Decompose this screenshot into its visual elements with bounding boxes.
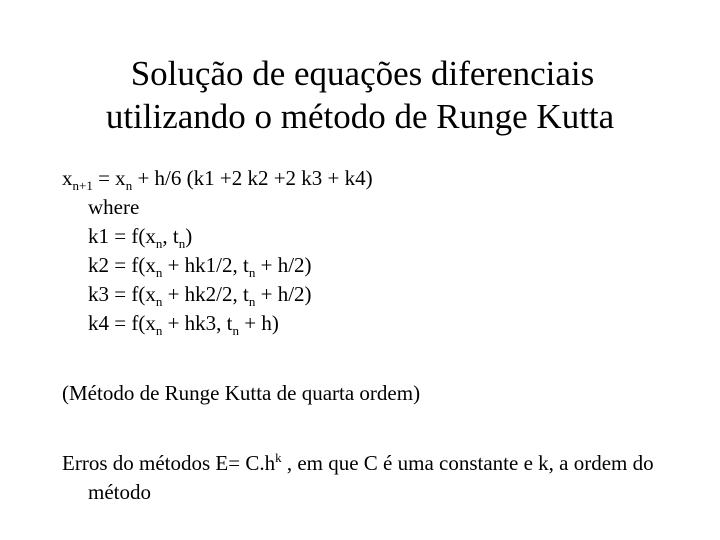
k4-part: k4 = f(x xyxy=(88,311,156,335)
main-formula xyxy=(62,164,702,193)
formula-rest: + h/6 (k1 +2 k2 +2 k3 + k4) xyxy=(132,166,373,190)
errors-text: , em que C é uma constante e k, a ordem do método xyxy=(88,451,654,504)
k2-part: k2 = f(x xyxy=(88,253,156,277)
k1-definition xyxy=(62,222,702,251)
k2-definition xyxy=(62,251,702,280)
k3-part: + h/2) xyxy=(255,282,312,306)
k2-subscript: n xyxy=(155,265,163,280)
title-line-2: utilizando o método de Runge Kutta xyxy=(105,97,615,136)
errors-superscript: k xyxy=(275,450,282,465)
method-note: (Método de Runge Kutta de quarta ordem) xyxy=(62,381,421,405)
spacer xyxy=(62,408,702,449)
k4-part: + hk3, t xyxy=(162,311,233,335)
k3-part: + hk2/2, t xyxy=(162,282,249,306)
k4-part: + h) xyxy=(239,311,279,335)
k2-subscript: n xyxy=(248,265,256,280)
k1-subscript: n xyxy=(155,236,163,251)
slide-body xyxy=(62,164,702,507)
spacer xyxy=(62,338,702,379)
k3-subscript: n xyxy=(155,294,163,309)
errors-paragraph xyxy=(62,449,702,507)
formula-x: x xyxy=(62,166,73,190)
k4-subscript: n xyxy=(232,323,240,338)
k3-definition xyxy=(62,280,702,309)
k4-definition xyxy=(62,309,702,338)
k2-part: + h/2) xyxy=(255,253,312,277)
formula-equals: = x xyxy=(92,166,126,190)
where-label: where xyxy=(88,195,140,219)
formula-subscript: n xyxy=(125,178,133,193)
k1-part: k1 = f(x xyxy=(88,224,156,248)
title-line-1: Solução de equações diferenciais xyxy=(130,54,595,93)
k2-part: + hk1/2, t xyxy=(162,253,249,277)
formula-subscript: n+1 xyxy=(72,178,93,193)
k3-subscript: n xyxy=(248,294,256,309)
k1-part: , t xyxy=(162,224,179,248)
errors-text: Erros do métodos E= C.h xyxy=(62,451,276,475)
k4-subscript: n xyxy=(155,323,163,338)
k1-part: ) xyxy=(185,224,193,248)
k1-subscript: n xyxy=(178,236,186,251)
k3-part: k3 = f(x xyxy=(88,282,156,306)
slide-title xyxy=(0,52,720,138)
